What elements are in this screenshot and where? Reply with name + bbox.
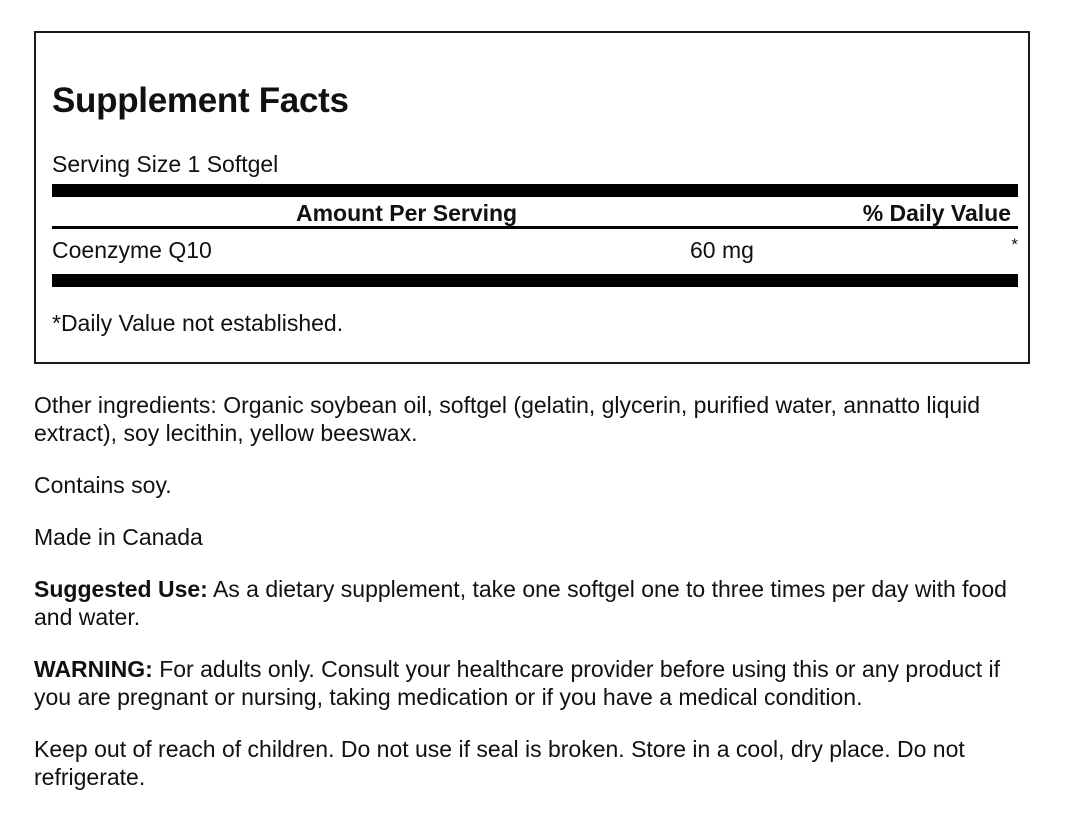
thin-divider — [52, 226, 1018, 229]
serving-size: Serving Size 1 Softgel — [52, 151, 279, 177]
nutrient-name: Coenzyme Q10 — [52, 237, 212, 263]
warning — [34, 655, 1034, 711]
amount-per-serving-header: Amount Per Serving — [296, 200, 518, 226]
suggested-use — [34, 575, 1034, 631]
supplement-facts-panel — [34, 31, 1030, 364]
thick-divider-bottom — [52, 274, 1018, 287]
daily-value-footnote: *Daily Value not established. — [52, 310, 344, 336]
daily-value-header: % Daily Value — [862, 200, 1011, 226]
suggested-use-text: As a dietary supplement, take one softgel one to three times per day with food and water. — [34, 576, 1007, 630]
supplement-facts-title: Supplement Facts — [52, 81, 349, 120]
allergen-statement: Contains soy. — [34, 472, 172, 498]
warning-label: WARNING: — [34, 656, 153, 682]
thick-divider-top — [52, 184, 1018, 197]
nutrient-amount: 60 mg — [690, 237, 754, 263]
nutrient-daily-value: * — [1011, 235, 1018, 254]
storage-instructions: Keep out of reach of children. Do not use if seal is broken. Store in a cool, dry place. Do not refrigerate. — [34, 736, 965, 790]
label-text-section — [34, 391, 1034, 791]
nutrient-row — [52, 237, 1018, 267]
warning-text: For adults only. Consult your healthcare provider before using this or any product if you are pregnant or nursing, taking medication or if you have a medical condition. — [34, 656, 1001, 710]
country-of-origin: Made in Canada — [34, 524, 203, 550]
facts-header-row — [52, 198, 1018, 226]
other-ingredients: Other ingredients: Organic soybean oil, softgel (gelatin, glycerin, purified water, annatto liquid extract), soy lecithin, yellow beeswax. — [34, 392, 981, 446]
suggested-use-label: Suggested Use: — [34, 576, 208, 602]
